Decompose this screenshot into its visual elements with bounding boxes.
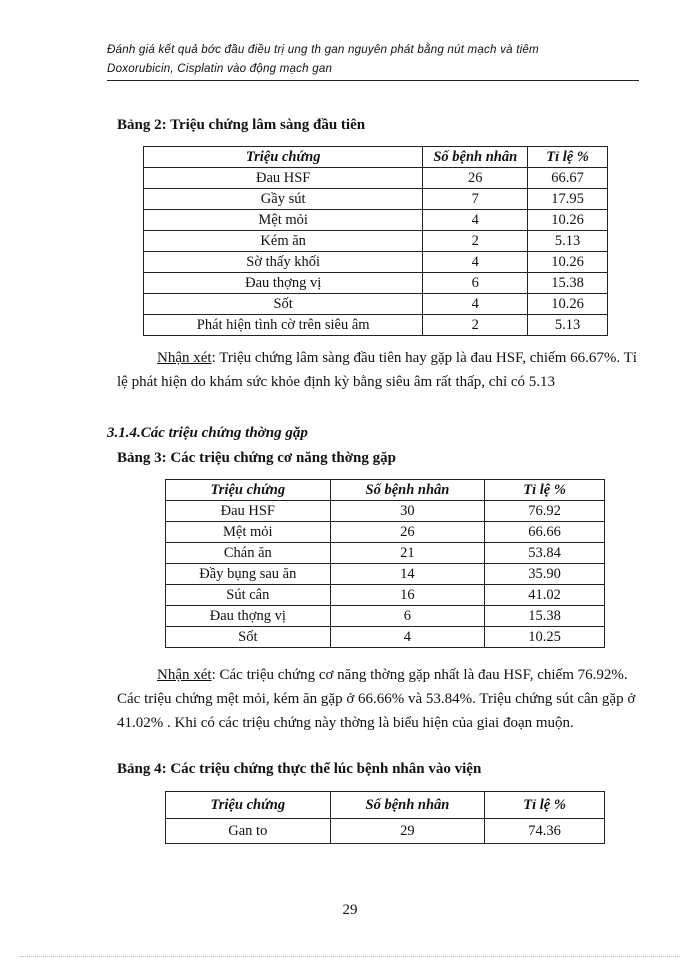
column-header-symptom: Triệu chứng xyxy=(144,147,423,168)
symptom-cell: Đau thợng vị xyxy=(144,273,423,294)
running-header-line-2: Doxorubicin, Cisplatin vào động mạch gan xyxy=(107,62,333,75)
column-header-percent: Tỉ lệ % xyxy=(528,147,608,168)
running-header xyxy=(107,40,639,78)
percent-cell: 10.26 xyxy=(528,294,608,315)
symptom-cell: Sút cân xyxy=(166,585,331,606)
table-2-remark xyxy=(117,346,637,394)
column-header-patients: Số bệnh nhân xyxy=(330,792,485,819)
patients-cell: 30 xyxy=(330,501,485,522)
patients-cell: 4 xyxy=(423,210,528,231)
footer-divider xyxy=(20,956,680,957)
patients-cell: 4 xyxy=(423,252,528,273)
table-row xyxy=(166,564,605,585)
header-divider xyxy=(107,80,639,81)
column-header-symptom: Triệu chứng xyxy=(166,480,331,501)
percent-cell: 10.26 xyxy=(528,252,608,273)
table-row xyxy=(144,189,608,210)
table-row xyxy=(144,168,608,189)
table-row xyxy=(144,273,608,294)
table-row xyxy=(144,231,608,252)
symptom-cell: Mệt mỏi xyxy=(166,522,331,543)
patients-cell: 6 xyxy=(423,273,528,294)
table-header-row xyxy=(144,147,608,168)
table-row xyxy=(144,252,608,273)
symptom-cell: Đầy bụng sau ăn xyxy=(166,564,331,585)
patients-cell: 7 xyxy=(423,189,528,210)
table-row xyxy=(166,819,605,844)
table-3 xyxy=(165,479,605,648)
percent-cell: 35.90 xyxy=(485,564,605,585)
patients-cell: 6 xyxy=(330,606,485,627)
table-row xyxy=(166,522,605,543)
page-number: 29 xyxy=(342,902,358,918)
column-header-patients: Số bệnh nhân xyxy=(330,480,485,501)
table-header-row xyxy=(166,792,605,819)
symptom-cell: Gan to xyxy=(166,819,331,844)
table-2 xyxy=(143,146,608,336)
percent-cell: 76.92 xyxy=(485,501,605,522)
table-row xyxy=(144,294,608,315)
symptom-cell: Đau HSF xyxy=(166,501,331,522)
patients-cell: 4 xyxy=(330,627,485,648)
percent-cell: 66.66 xyxy=(485,522,605,543)
table-header-row xyxy=(166,480,605,501)
symptom-cell: Đau thợng vị xyxy=(166,606,331,627)
percent-cell: 15.38 xyxy=(528,273,608,294)
percent-cell: 5.13 xyxy=(528,315,608,336)
remark-text: : Các triệu chứng cơ năng thờng gặp nhất là đau HSF, chiếm 76.92%. Các triệu chứng mệt mỏi, kém ăn gặp ở 66.66% và 53.84%. Triệu chứng sút cân gặp ở 41.02% . Khi có các triệu chứng này thờng là biểu hiện của giai đoạn muộn. xyxy=(117,667,636,731)
patients-cell: 29 xyxy=(330,819,485,844)
patients-cell: 21 xyxy=(330,543,485,564)
percent-cell: 53.84 xyxy=(485,543,605,564)
patients-cell: 2 xyxy=(423,231,528,252)
percent-cell: 17.95 xyxy=(528,189,608,210)
section-heading: 3.1.4.Các triệu chứng thờng gặp xyxy=(107,425,308,441)
patients-cell: 26 xyxy=(330,522,485,543)
table-4-caption: Bảng 4: Các triệu chứng thực thể lúc bệnh nhân vào viện xyxy=(117,761,482,777)
percent-cell: 10.25 xyxy=(485,627,605,648)
symptom-cell: Sốt xyxy=(144,294,423,315)
column-header-percent: Tỉ lệ % xyxy=(485,480,605,501)
percent-cell: 74.36 xyxy=(485,819,605,844)
running-header-line-1: Đánh giá kết quả bớc đầu điều trị ung th gan nguyên phát bằng nút mạch và tiêm xyxy=(107,43,539,56)
table-4 xyxy=(165,791,605,844)
column-header-percent: Tỉ lệ % xyxy=(485,792,605,819)
remark-text: : Triệu chứng lâm sàng đầu tiên hay gặp là đau HSF, chiếm 66.67%. Tỉ lệ phát hiện do khám sức khỏe định kỳ bằng siêu âm rất thấp, chỉ có 5.13 xyxy=(117,350,637,390)
percent-cell: 66.67 xyxy=(528,168,608,189)
remark-label: Nhận xét xyxy=(157,667,212,683)
table-row xyxy=(144,315,608,336)
patients-cell: 16 xyxy=(330,585,485,606)
column-header-symptom: Triệu chứng xyxy=(166,792,331,819)
table-row xyxy=(166,543,605,564)
table-row xyxy=(166,627,605,648)
percent-cell: 5.13 xyxy=(528,231,608,252)
table-row xyxy=(166,501,605,522)
symptom-cell: Chán ăn xyxy=(166,543,331,564)
table-row xyxy=(166,606,605,627)
remark-label: Nhận xét xyxy=(157,350,212,366)
patients-cell: 4 xyxy=(423,294,528,315)
table-row xyxy=(166,585,605,606)
symptom-cell: Sốt xyxy=(166,627,331,648)
percent-cell: 15.38 xyxy=(485,606,605,627)
column-header-patients: Số bệnh nhân xyxy=(423,147,528,168)
table-2-caption: Bảng 2: Triệu chứng lâm sàng đầu tiên xyxy=(117,117,366,133)
symptom-cell: Kém ăn xyxy=(144,231,423,252)
patients-cell: 14 xyxy=(330,564,485,585)
table-3-remark xyxy=(117,663,637,735)
patients-cell: 26 xyxy=(423,168,528,189)
table-3-caption: Bảng 3: Các triệu chứng cơ năng thờng gặp xyxy=(117,450,396,466)
symptom-cell: Gầy sút xyxy=(144,189,423,210)
symptom-cell: Đau HSF xyxy=(144,168,423,189)
symptom-cell: Sờ thấy khối xyxy=(144,252,423,273)
symptom-cell: Mệt mỏi xyxy=(144,210,423,231)
patients-cell: 2 xyxy=(423,315,528,336)
symptom-cell: Phát hiện tình cờ trên siêu âm xyxy=(144,315,423,336)
percent-cell: 41.02 xyxy=(485,585,605,606)
percent-cell: 10.26 xyxy=(528,210,608,231)
table-row xyxy=(144,210,608,231)
